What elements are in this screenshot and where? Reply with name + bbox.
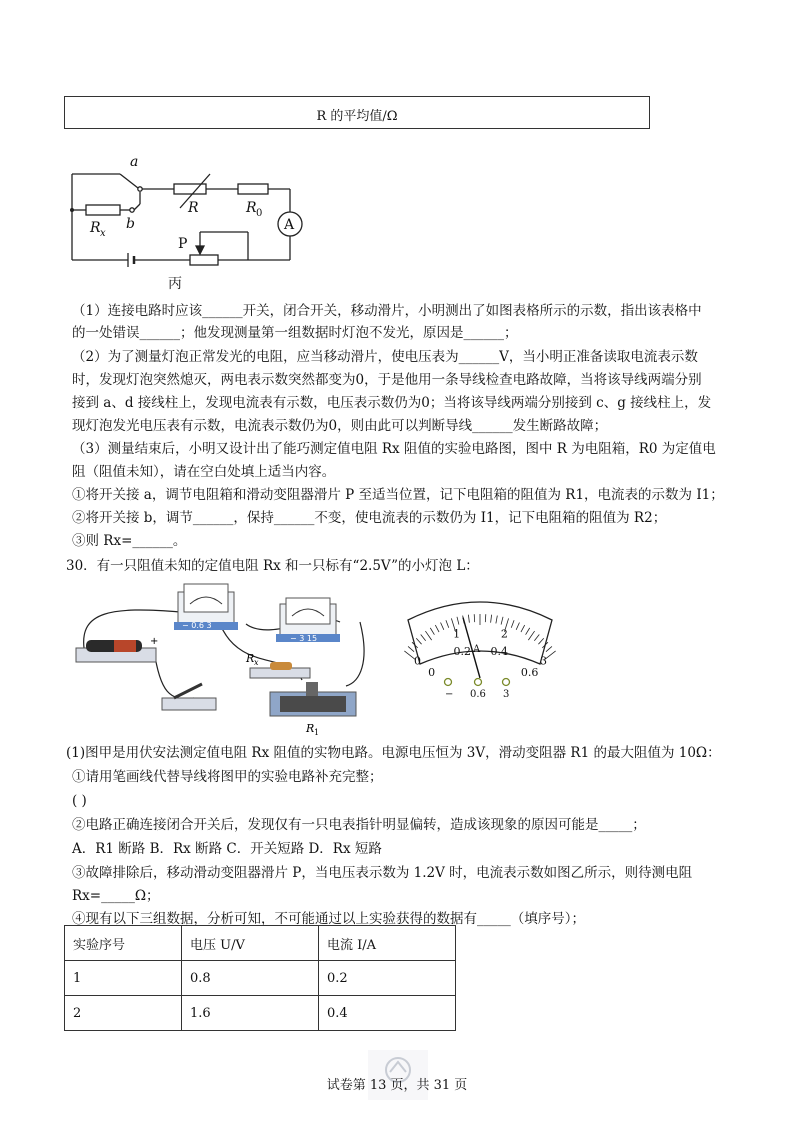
q29-1-line2: 的一处错误______；他发现测量第一组数据时灯泡不发光，原因是______； [72,325,518,341]
average-resistance-cell: R 的平均值/Ω [316,109,398,124]
figure-caption-bing: 丙 [168,276,182,292]
q29-2-line2: 时，发现灯泡突然熄灭，两电表示数突然都变为0，于是他用一条导线检查电路故障，当将该导线两端分别 [72,372,702,388]
switch-a-label: a [130,154,139,170]
q29-3-line1: （3）测量结束后，小明又设计出了能巧测定值电阻 Rx 阻值的实验电路图，图中 R 为电阻箱，R0 为定值电 [72,441,716,457]
lower-scale-0.4: 0.4 [490,644,508,658]
header-current: 电流 I/A [319,926,456,961]
average-resistance-table [64,96,650,129]
q29-2-line4: 现灯泡发光电压表有示数，电流表示数仍为0，则由此可以判断导线______发生断路故障； [72,418,608,434]
ammeter-dial [400,590,560,700]
lower-scale-0: 0 [428,665,436,679]
experiment-data-table [64,925,456,1031]
q29-3-line2: 阻（阻值未知），请在空白处填上适当内容。 [72,464,336,480]
header-trial-no: 实验序号 [65,926,182,961]
ammeter-terminals-label: − 0.6 3 [182,621,212,630]
q30-1-step4: ④现有以下三组数据，分析可知，不可能通过以上实验获得的数据有_____（填序号）； [72,911,585,927]
terminal-3-label: 3 [503,689,510,700]
photo-r1-subscript: 1 [314,728,320,737]
terminal-3-icon [503,679,510,686]
switch-b-label: b [126,216,135,232]
resistor-rx-icon [250,662,310,678]
terminal-0.6-icon [475,679,482,686]
switch-icon [162,684,216,710]
q29-2-line1: （2）为了测量灯泡正常发光的电阻，应当移动滑片，使电压表为______V，当小明正准备读取电流表示数 [72,349,698,365]
table-cell: 1 [65,961,182,996]
photo-r1-label: R [306,722,315,735]
q29-3-step1: ①将开关接 a，调节电阻箱和滑动变阻器滑片 P 至适当位置，记下电阻箱的阻值为 R1，电流表的示数为 I1； [72,487,724,503]
upper-scale-3: 3 [540,654,548,668]
terminal-0.6-label: 0.6 [470,689,486,700]
battery-plus-label: + [150,636,159,647]
scale-tick [408,646,414,651]
upper-scale-1: 1 [453,627,461,641]
q29-2-line3: 接到 a、d 接线柱上，发现电流表有示数，电压表示数仍为0；当将该导线两端分别接到 c、g 接线柱上，发 [72,395,712,411]
r0-label: R [246,200,257,216]
battery-icon [76,640,156,662]
ammeter-a-label: A [284,217,295,233]
terminal-negative-icon [445,679,452,686]
terminal-negative-label: − [445,689,454,700]
table-cell: 1.6 [182,996,319,1031]
q30-1-step3-line1: ③故障排除后，移动滑动变阻器滑片 P，当电压表示数为 1.2V 时，电流表示数如图乙所示，则待测电阻 [72,865,693,881]
photo-rx-subscript: x [254,658,259,667]
upper-scale-2: 2 [500,627,508,641]
lower-scale-0.2: 0.2 [453,644,472,658]
rx-label: R [90,220,101,236]
lower-scale-0.6: 0.6 [520,665,539,679]
r0-subscript: 0 [256,208,263,219]
table-row [65,996,456,1031]
q30-1-answer-blank: ( ) [72,793,87,809]
table-cell: 0.2 [319,961,456,996]
meter-unit-label: A [473,644,481,655]
physical-circuit-figure [70,582,390,742]
q30-1-options: A．R1 断路 B．Rx 断路 C．开关短路 D．Rx 短路 [72,841,382,857]
q30-1-step1: ①请用笔画线代替导线将图甲的实验电路补充完整； [72,769,383,785]
table-row [65,961,456,996]
slider-p-label: P [178,236,188,252]
header-voltage: 电压 U/V [182,926,319,961]
table-cell: 2 [65,996,182,1031]
voltmeter-terminals-label: − 3 15 [290,634,318,643]
table-header-row [65,926,456,961]
rheostat-r-label: R [188,200,199,216]
q29-3-step3: ③则 Rx=______。 [72,533,187,549]
rx-subscript: x [100,228,106,239]
table-cell: 0.8 [182,961,319,996]
q29-3-step2: ②将开关接 b，调节______，保持______不变，使电流表的示数仍为 I1，记下电阻箱的阻值为 R2； [72,510,667,526]
photo-rx-label: R [246,652,255,665]
rheostat-icon [270,682,356,716]
q30-1-step2: ②电路正确连接闭合开关后，发现仅有一只电表指针明显偏转，造成该现象的原因可能是_____； [72,817,646,833]
circuit-diagram [60,152,320,292]
page-footer: 试卷第 13 页，共 31 页 [326,1078,468,1093]
q29-1-line1: （1）连接电路时应该______开关，闭合开关，移动滑片，小明测出了如图表格所示的示数，指出该表格中 [72,303,702,319]
q30-1-step3-line2: Rx=_____Ω； [72,888,160,904]
q30-1-stem: (1)图甲是用伏安法测定值电阻 Rx 阻值的实物电路。电源电压恒为 3V，滑动变阻器 R1 的最大阻值为 10Ω： [66,745,721,761]
q30-stem: 30．有一只阻值未知的定值电阻 Rx 和一只标有“2.5V”的小灯泡 L： [66,558,479,574]
upper-scale-0: 0 [413,654,421,668]
scale-tick [546,646,552,651]
table-cell: 0.4 [319,996,456,1031]
